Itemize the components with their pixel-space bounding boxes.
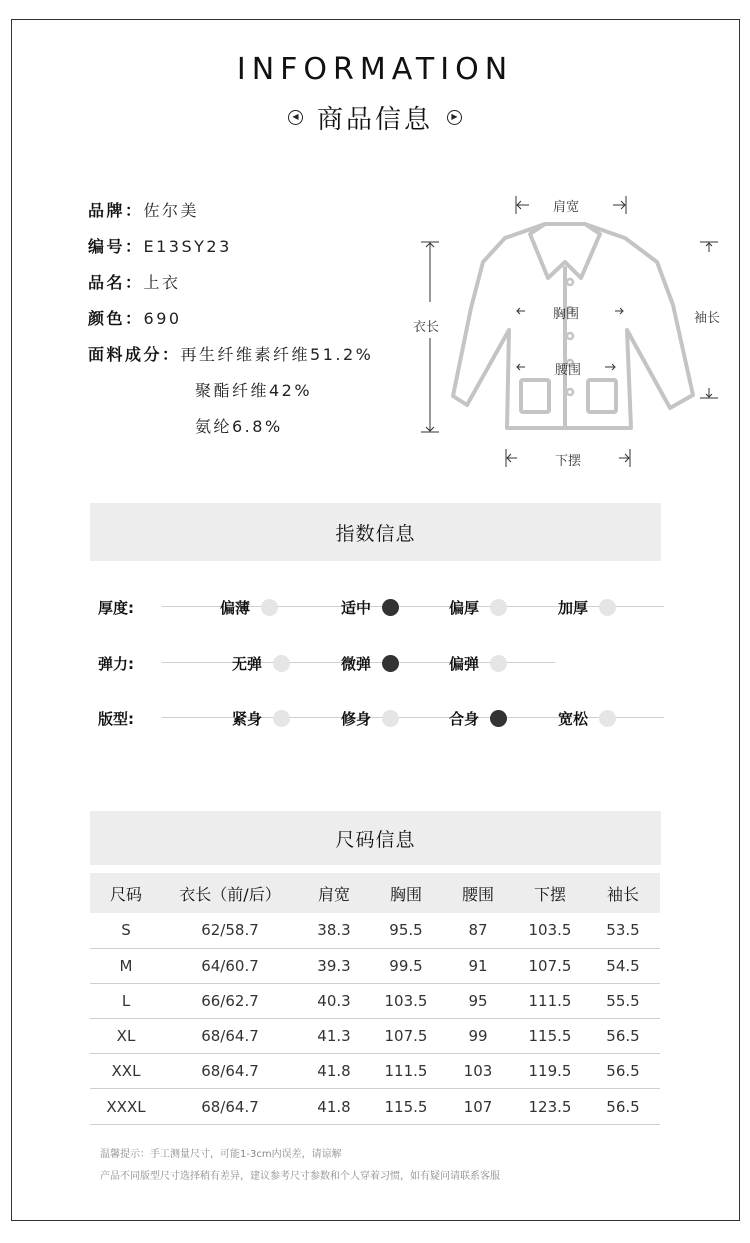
option-dot-selected <box>382 655 399 672</box>
table-cell: 123.5 <box>514 1089 586 1124</box>
chest-label: 胸围 <box>553 307 580 322</box>
option-dot <box>599 710 616 727</box>
title-chinese-row <box>0 100 750 134</box>
option-label: 微弹 <box>341 654 372 673</box>
arrow-left-circle-icon: ◀ <box>288 110 303 125</box>
fit-label: 版型: <box>98 710 134 728</box>
table-cell: 68/64.7 <box>162 1019 298 1054</box>
table-row <box>90 1054 660 1089</box>
option-dot <box>382 710 399 727</box>
table-cell: 56.5 <box>586 1089 660 1124</box>
column-header: 胸围 <box>370 873 442 913</box>
column-header: 尺码 <box>90 873 162 913</box>
code-row <box>88 234 232 257</box>
table-row <box>90 1019 660 1054</box>
table-cell: 111.5 <box>514 983 586 1018</box>
note-line: 温馨提示：手工测量尺寸，可能1-3cm内误差，请谅解 <box>100 1149 342 1160</box>
brand-value: 佐尔美 <box>143 201 200 220</box>
table-cell: 39.3 <box>298 948 370 983</box>
code-value: E13SY23 <box>143 237 232 256</box>
brand-label: 品牌： <box>88 201 144 220</box>
table-cell: 99.5 <box>370 948 442 983</box>
table-cell: 91 <box>442 948 514 983</box>
option-label: 合身 <box>449 709 480 728</box>
table-cell: 99 <box>442 1019 514 1054</box>
column-header: 肩宽 <box>298 873 370 913</box>
code-label: 编号： <box>88 237 144 256</box>
option-label: 无弹 <box>232 654 263 673</box>
shoulder-label: 肩宽 <box>553 200 580 215</box>
option-label: 偏弹 <box>449 654 480 673</box>
table-cell: 56.5 <box>586 1019 660 1054</box>
note-line: 产品不同版型尺寸选择稍有差异，建议参考尺寸参数和个人穿着习惯，如有疑问请联系客服 <box>100 1171 500 1182</box>
option-dot <box>599 599 616 616</box>
title-chinese: 商品信息 <box>316 104 433 135</box>
fabric-line: 聚酯纤维42% <box>195 381 313 400</box>
option-label: 修身 <box>341 709 372 728</box>
table-cell: 115.5 <box>370 1089 442 1124</box>
fabric-line: 再生纤维素纤维51.2% <box>180 345 374 364</box>
option-dot <box>273 710 290 727</box>
table-cell: 40.3 <box>298 983 370 1018</box>
table-cell: 38.3 <box>298 913 370 948</box>
jacket-illustration <box>405 190 735 480</box>
column-header: 腰围 <box>442 873 514 913</box>
table-cell: 66/62.7 <box>162 983 298 1018</box>
table-row <box>90 913 660 948</box>
option-label: 适中 <box>341 598 372 617</box>
size-section-header: 尺码信息 <box>90 811 661 865</box>
table-cell: XL <box>90 1019 162 1054</box>
title-english: INFORMATION <box>236 52 514 87</box>
table-cell: 87 <box>442 913 514 948</box>
table-cell: S <box>90 913 162 948</box>
table-row <box>90 983 660 1018</box>
table-cell: 111.5 <box>370 1054 442 1089</box>
table-cell: 119.5 <box>514 1054 586 1089</box>
color-label: 颜色： <box>88 309 144 328</box>
table-cell: 54.5 <box>586 948 660 983</box>
option-label: 紧身 <box>232 709 263 728</box>
table-cell: 55.5 <box>586 983 660 1018</box>
table-cell: 68/64.7 <box>162 1089 298 1124</box>
option-label: 宽松 <box>558 709 589 728</box>
table-cell: 95.5 <box>370 913 442 948</box>
table-cell: 107 <box>442 1089 514 1124</box>
arrow-right-circle-icon: ▶ <box>447 110 462 125</box>
name-row <box>88 270 181 293</box>
hem-label: 下摆 <box>555 454 582 469</box>
length-label: 衣长 <box>413 320 440 335</box>
elasticity-label: 弹力: <box>98 655 134 673</box>
thickness-label: 厚度: <box>98 599 134 617</box>
table-cell: 53.5 <box>586 913 660 948</box>
option-label: 加厚 <box>558 598 589 617</box>
table-cell: 41.8 <box>298 1054 370 1089</box>
option-dot <box>490 655 507 672</box>
table-cell: 103 <box>442 1054 514 1089</box>
table-cell: XXL <box>90 1054 162 1089</box>
option-label: 偏厚 <box>449 598 480 617</box>
table-cell: XXXL <box>90 1089 162 1124</box>
table-row <box>90 948 660 983</box>
table-cell: M <box>90 948 162 983</box>
name-value: 上衣 <box>143 273 181 292</box>
name-label: 品名： <box>88 273 144 292</box>
table-cell: 103.5 <box>514 913 586 948</box>
table-cell: 95 <box>442 983 514 1018</box>
table-cell: 115.5 <box>514 1019 586 1054</box>
table-cell: 41.3 <box>298 1019 370 1054</box>
table-cell: 107.5 <box>370 1019 442 1054</box>
color-row <box>88 306 182 329</box>
option-label: 偏薄 <box>220 598 251 617</box>
fabric-label: 面料成分： <box>88 345 181 364</box>
column-header: 衣长（前/后） <box>162 873 298 913</box>
option-dot-selected <box>382 599 399 616</box>
option-dot <box>490 599 507 616</box>
table-cell: 41.8 <box>298 1089 370 1124</box>
table-cell: 103.5 <box>370 983 442 1018</box>
color-value: 690 <box>143 309 182 328</box>
table-row <box>90 1089 660 1124</box>
option-dot-selected <box>490 710 507 727</box>
waist-label: 腰围 <box>555 363 582 378</box>
fit-row <box>98 706 668 730</box>
option-dot <box>273 655 290 672</box>
brand-row <box>88 198 199 221</box>
table-cell: 64/60.7 <box>162 948 298 983</box>
table-cell: 56.5 <box>586 1054 660 1089</box>
column-header: 袖长 <box>586 873 660 913</box>
index-section-header: 指数信息 <box>90 503 661 561</box>
table-cell: 107.5 <box>514 948 586 983</box>
column-header: 下摆 <box>514 873 586 913</box>
elasticity-row <box>98 651 668 675</box>
size-table-header <box>90 873 660 913</box>
jacket-measurement-diagram <box>405 190 735 480</box>
table-cell: 68/64.7 <box>162 1054 298 1089</box>
table-cell: 62/58.7 <box>162 913 298 948</box>
fabric-line: 氨纶6.8% <box>195 417 283 436</box>
thickness-row <box>98 595 668 619</box>
size-table <box>90 873 660 1125</box>
fabric-row <box>88 342 373 365</box>
table-cell: L <box>90 983 162 1018</box>
option-dot <box>261 599 278 616</box>
sleeve-label: 袖长 <box>694 311 721 326</box>
